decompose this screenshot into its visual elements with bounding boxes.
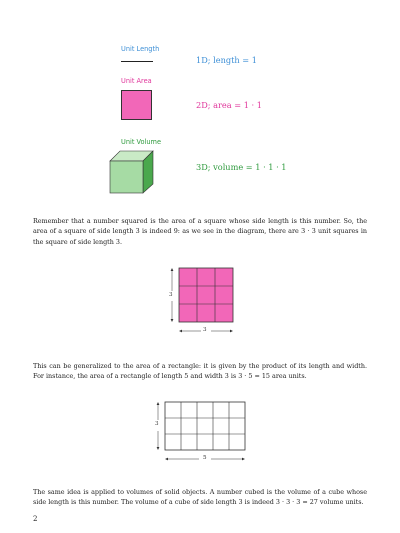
rectangle-grid: [165, 402, 245, 450]
paragraph-squares: Remember that a number squared is the area of a square whose side length is this number. So, the area of a square of side length 3 is indeed 9: as we see in the diagram, there are 3 · 3 unit squares in the square of side length 3.: [33, 217, 367, 246]
square-3x3-diagram: [168, 265, 258, 345]
unit-area-label: Unit Area: [121, 77, 152, 85]
cube-front-face: [110, 161, 143, 193]
paragraph-rectangles: This can be generalized to the area of a rectangle: it is given by the product of its length and width. For instance, the area of a rectangle of length 5 and width 3 is 3 · 5 = 15 area units.: [33, 362, 367, 381]
unit-volume-label: Unit Volume: [121, 138, 162, 146]
unit-length-formula: 1D; length = 1: [196, 55, 257, 65]
unit-volume-cube: [108, 145, 158, 195]
unit-length-label: Unit Length: [121, 45, 160, 53]
paragraph-volumes: The same idea is applied to volumes of solid objects. A number cubed is the volume of a cube whose side length is this number. The volume of a cube of side length 3 is indeed 3 · 3 · 3 = 27 volume units.: [33, 488, 367, 507]
square-grid: [179, 268, 233, 322]
unit-length-segment: [121, 61, 153, 62]
page-number: 2: [33, 515, 38, 523]
square-horizontal-side-label: 3: [203, 327, 207, 333]
unit-area-formula: 2D; area = 1 · 1: [196, 100, 262, 110]
unit-volume-formula: 3D; volume = 1 · 1 · 1: [196, 162, 287, 172]
square-vertical-side-label: 3: [169, 292, 173, 298]
unit-area-square: [121, 90, 152, 120]
rectangle-vertical-side-label: 3: [155, 421, 159, 427]
rectangle-horizontal-side-label: 5: [203, 455, 207, 461]
